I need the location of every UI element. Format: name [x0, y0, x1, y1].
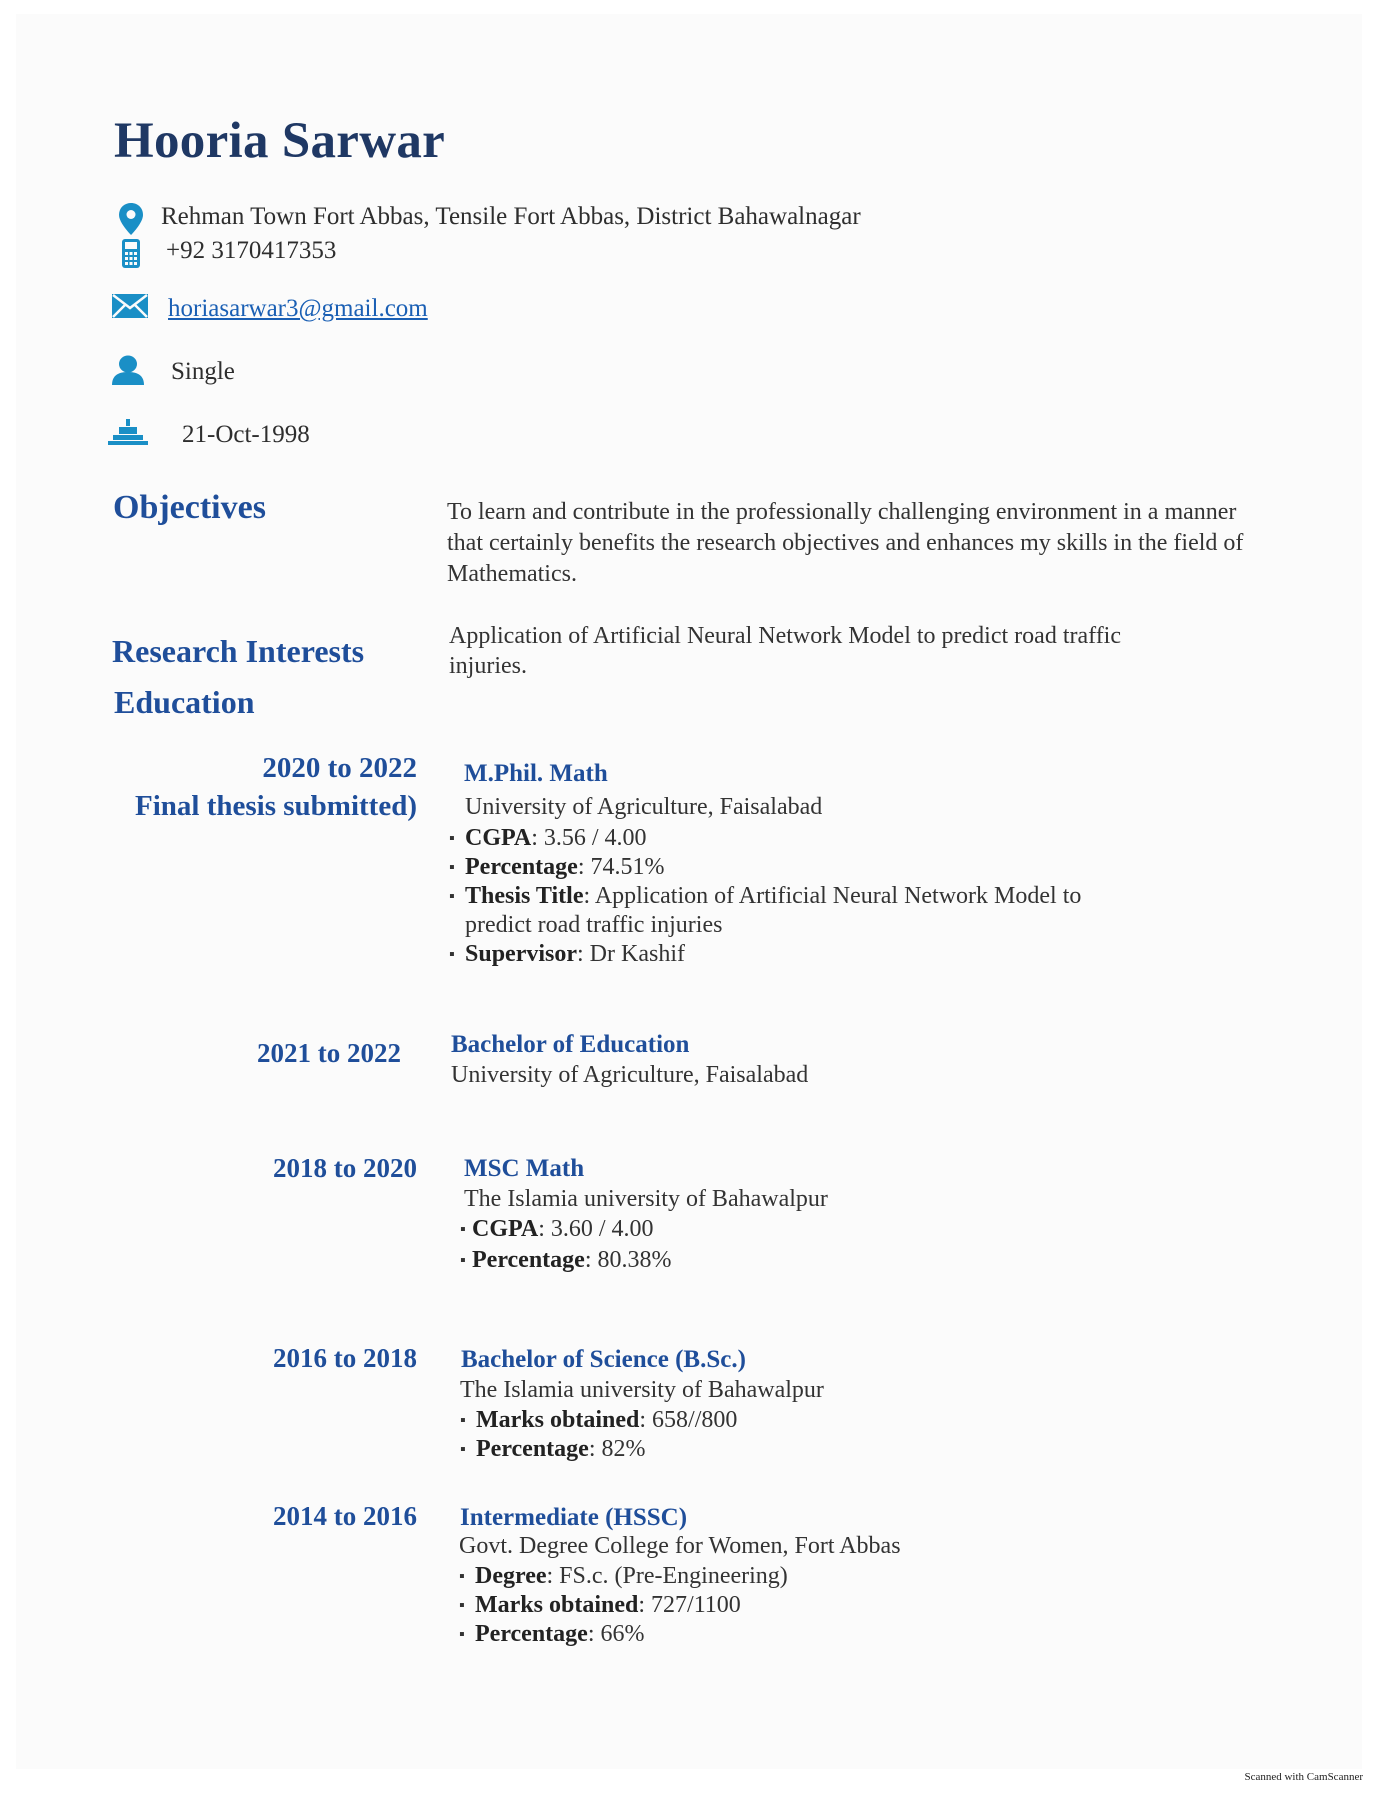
detail-item: ▪ Percentage: 82%: [460, 1435, 1180, 1464]
location-pin-icon: [118, 202, 144, 236]
education-entry: [464, 1153, 1184, 1275]
detail-item: ▪ Thesis Title: Application of Artificial Neural Network Model to predict road traffic injuries: [449, 882, 1115, 940]
degree-title: M.Phil. Math: [464, 760, 608, 787]
marital-status-text: Single: [171, 358, 235, 385]
detail-item: ▪ Degree: FS.c. (Pre-Engineering): [459, 1562, 1179, 1591]
phone-text: +92 3170417353: [166, 237, 337, 264]
education-entry: [459, 1502, 1179, 1649]
degree-details-list: [460, 1406, 1180, 1464]
email-link[interactable]: horiasarwar3@gmail.com: [168, 295, 428, 322]
detail-item: ▪ Supervisor: Dr Kashif: [449, 940, 1169, 969]
address-text: Rehman Town Fort Abbas, Tensile Fort Abbas, District Bahawalnagar: [161, 203, 861, 230]
degree-details-list: [459, 1562, 1179, 1649]
objectives-text: To learn and contribute in the professionally challenging environment in a manner that certainly benefits the research objectives and enhances my skills in the field of Mathematics.: [447, 499, 1244, 587]
education-entry: [460, 1344, 1180, 1464]
birthday-cake-icon: [107, 417, 149, 447]
degree-title: Intermediate (HSSC): [460, 1504, 688, 1531]
detail-item: ▪ Percentage: 66%: [459, 1620, 1179, 1649]
institution-name: The Islamia university of Bahawalpur: [460, 1377, 824, 1403]
education-year: 2016 to 2018: [273, 1343, 417, 1373]
degree-title: MSC Math: [464, 1155, 585, 1182]
objectives-heading: Objectives: [113, 489, 266, 526]
education-year: 2021 to 2022: [257, 1038, 401, 1068]
institution-name: Govt. Degree College for Women, Fort Abbas: [459, 1533, 901, 1559]
candidate-name: Hooria Sarwar: [114, 113, 446, 169]
education-entry: [451, 1029, 1171, 1091]
detail-item: ▪ CGPA: 3.60 / 4.00: [460, 1215, 1184, 1244]
detail-item: ▪ Percentage: 74.51%: [449, 853, 1169, 882]
scanner-watermark: Scanned with CamScanner: [1244, 1771, 1363, 1783]
phone-icon: [121, 238, 141, 269]
institution-name: The Islamia university of Bahawalpur: [464, 1186, 828, 1212]
dob-text: 21-Oct-1998: [182, 421, 310, 448]
degree-title: Bachelor of Science (B.Sc.): [461, 1346, 746, 1373]
detail-item: ▪ CGPA: 3.56 / 4.00: [449, 824, 1169, 853]
education-heading: Education: [114, 684, 255, 720]
research-interests-heading: Research Interests: [112, 633, 365, 669]
institution-name: University of Agriculture, Faisalabad: [451, 1062, 809, 1088]
degree-details-list: [449, 824, 1169, 969]
education-year: 2014 to 2016: [273, 1501, 417, 1531]
research-interests-text: Application of Artificial Neural Network Model to predict road traffic injuries.: [449, 623, 1121, 679]
degree-title: Bachelor of Education: [451, 1031, 690, 1058]
detail-item: ▪ Percentage: 80.38%: [460, 1246, 1184, 1275]
detail-item: ▪ Marks obtained: 727/1100: [459, 1591, 1179, 1620]
degree-details-list: [460, 1215, 1184, 1275]
education-year: 2018 to 2020: [273, 1153, 417, 1183]
institution-name: University of Agriculture, Faisalabad: [465, 794, 823, 820]
detail-item: ▪ Marks obtained: 658//800: [460, 1406, 1180, 1435]
education-note: Final thesis submitted): [135, 790, 417, 822]
person-icon: [111, 355, 145, 386]
education-year: 2020 to 2022: [262, 752, 417, 784]
envelope-icon: [112, 294, 148, 318]
education-entry: [449, 758, 1169, 969]
